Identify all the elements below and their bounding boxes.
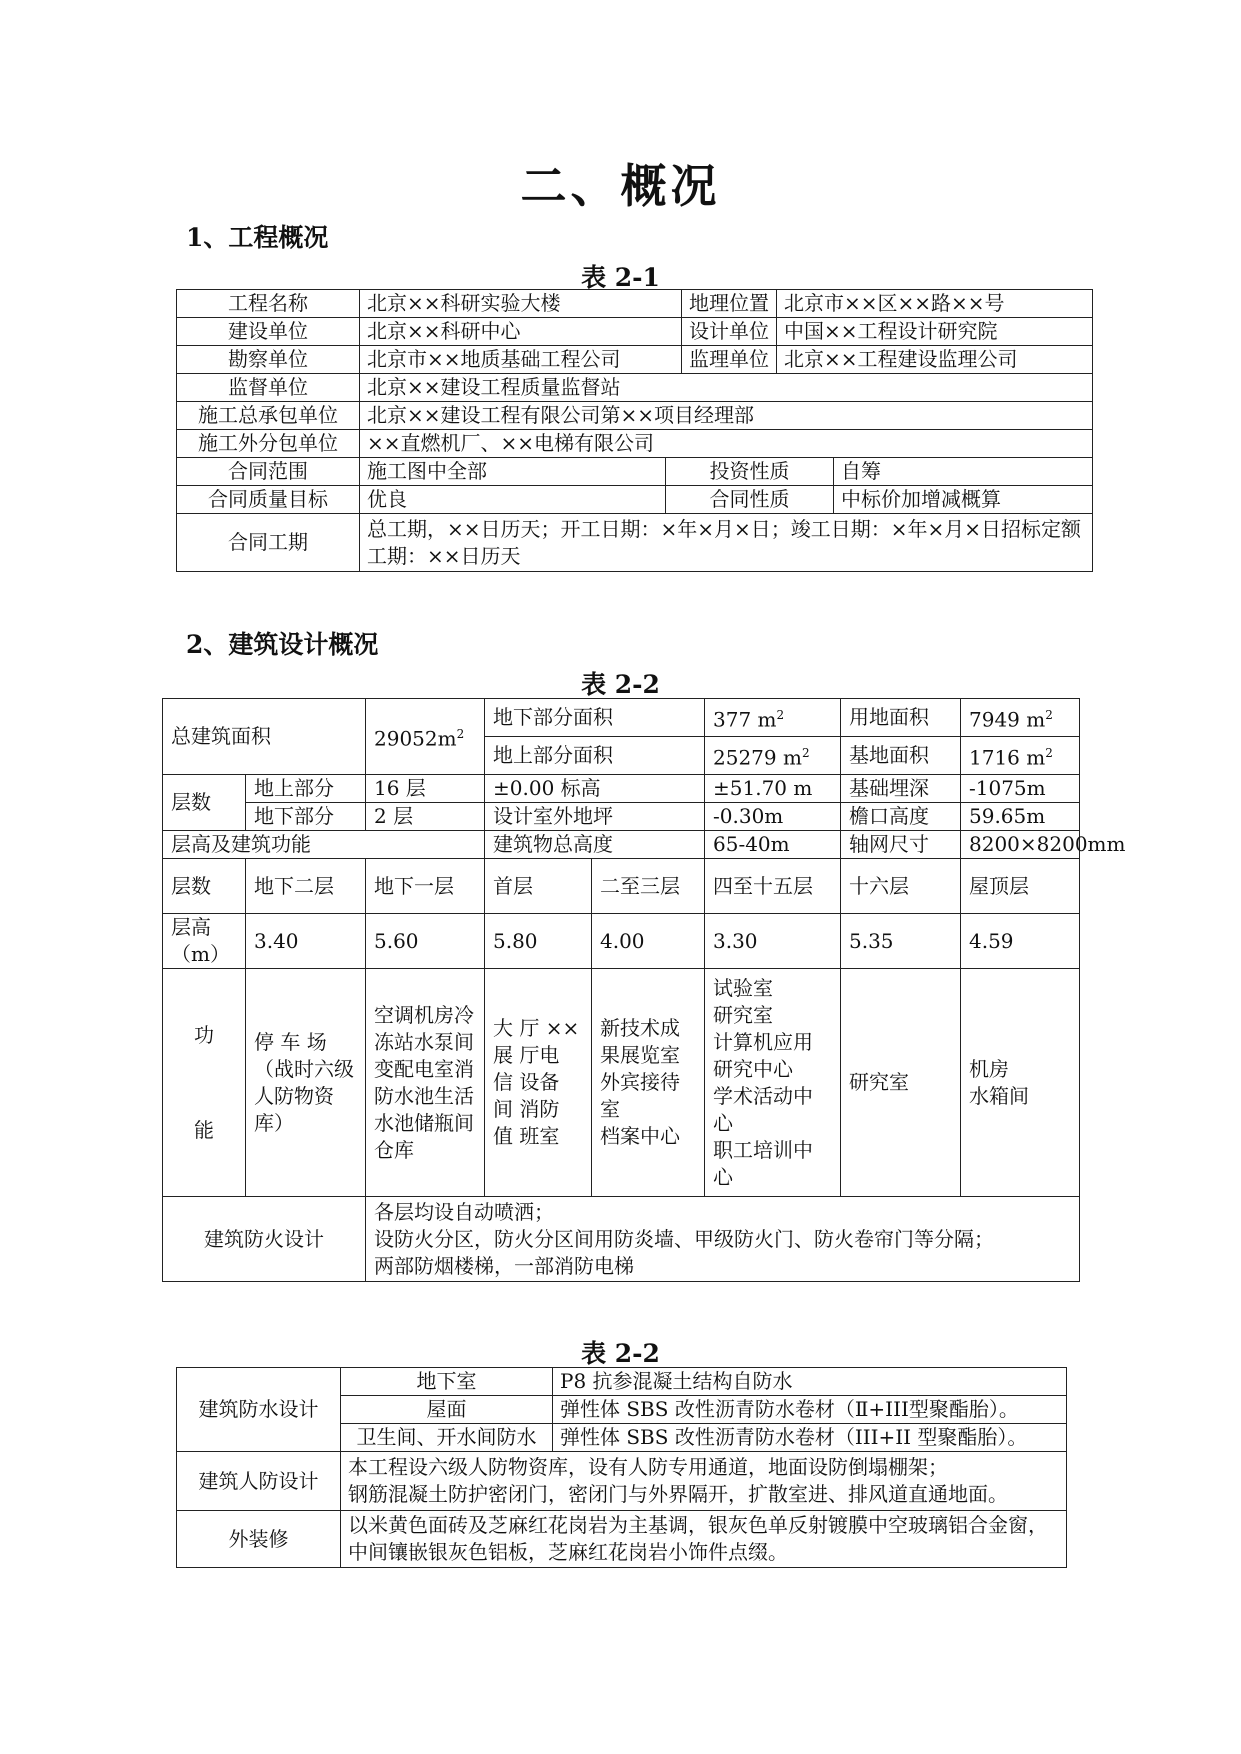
land-area-value: 7949 m [969,707,1046,732]
cell-label: 地上部分面积 [485,737,705,775]
cell-value: 59.65m [961,803,1080,831]
cell-value: 中国××工程设计研究院 [777,318,1093,346]
cell-label: 基础埋深 [841,775,961,803]
cell-value: ××直燃机厂、××电梯有限公司 [360,430,1093,458]
level-cell: 地下一层 [366,859,485,914]
cell-value: 16 层 [366,775,485,803]
table-row [177,290,1093,318]
superscript: 2 [801,745,810,760]
cell-part: 卫生间、开水间防水 [341,1424,553,1452]
table-row [163,1197,1080,1282]
cell-label: 勘察单位 [177,346,360,374]
cell-value: 总工期，××日历天；开工日期：×年×月×日；竣工日期：×年×月×日招标定额工期：××日历天 [360,514,1093,572]
table-row [177,402,1093,430]
cell-value [961,699,1080,737]
cell-value: 北京××建设工程质量监督站 [360,374,1093,402]
cell-value: 弹性体 SBS 改性沥青防水卷材（Ⅱ+III型聚酯胎）。 [553,1396,1067,1424]
superscript: 2 [1045,745,1053,760]
cell-value [705,699,841,737]
level-cell: 首层 [485,859,592,914]
cell-value: 北京市××区××路××号 [777,290,1093,318]
cell-value: 北京××科研中心 [360,318,682,346]
table-caption-2-1: 表 2-1 [581,263,660,292]
function-label-top: 功 [194,1022,214,1047]
cell-label: 地上部分 [246,775,366,803]
total-area-value: 29052m [374,726,457,751]
cell-value: 北京××工程建设监理公司 [777,346,1093,374]
level-cell: 二至三层 [592,859,705,914]
height-cell: 5.80 [485,914,592,969]
table-row [177,374,1093,402]
cell-value: 优良 [360,486,666,514]
cell-part: 地下室 [341,1368,553,1396]
table-row [163,831,1080,859]
cell-label: 投资性质 [666,458,834,486]
height-cell: 4.59 [961,914,1080,969]
cell-label: 层高及建筑功能 [163,831,485,859]
function-label-bottom: 能 [194,1117,214,1142]
cell-value: 北京市××地质基础工程公司 [360,346,682,374]
cell-value [366,699,485,775]
function-cell: 空调机房冷冻站水泵间变配电室消防水池生活水池储瓶间仓库 [366,969,485,1197]
cell-value: 8200×8200mm [961,831,1080,859]
cell-value: 各层均设自动喷洒； 设防火分区，防火分区间用防炎墙、甲级防火门、防火卷帘门等分隔； 两部防烟楼梯，一部消防电梯 [366,1197,1080,1282]
cell-label: 建筑人防设计 [177,1452,341,1511]
level-cell: 四至十五层 [705,859,841,914]
cell-label: 建筑物总高度 [485,831,705,859]
cell-label: 地下部分 [246,803,366,831]
above-area-value: 25279 m [713,745,802,770]
table-row [177,458,1093,486]
cell-label: 用地面积 [841,699,961,737]
cell-value: 以米黄色面砖及芝麻红花岗岩为主基调，银灰色单反射镀膜中空玻璃铝合金窗，中间镶嵌银灰色铝板，芝麻红花岗岩小饰件点缀。 [341,1511,1067,1568]
cell-label: 外装修 [177,1511,341,1568]
cell-value [705,737,841,775]
waterproof-civil-defense-table [176,1367,1067,1568]
cell-value: 2 层 [366,803,485,831]
height-cell: 4.00 [592,914,705,969]
cell-value: 自筹 [834,458,1093,486]
table-row-functions [163,969,1080,1197]
table-row-heights [163,914,1080,969]
function-cell: 新技术成果展览室外宾接待室 档案中心 [592,969,705,1197]
table-row [177,1511,1067,1568]
cell-label: 合同工期 [177,514,360,572]
table-row [163,775,1080,803]
level-cell: 十六层 [841,859,961,914]
cell-label: 设计单位 [682,318,777,346]
cell-label: 地下部分面积 [485,699,705,737]
underground-area-value: 377 m [713,707,777,732]
table-row [177,430,1093,458]
cell-label [163,969,246,1197]
cell-label: 合同性质 [666,486,834,514]
cell-value: 弹性体 SBS 改性沥青防水卷材（III+II 型聚酯胎）。 [553,1424,1067,1452]
cell-label: 总建筑面积 [163,699,366,775]
cell-label: 檐口高度 [841,803,961,831]
superscript: 2 [456,726,465,741]
cell-label: 层高（m） [163,914,246,969]
cell-label: 层数 [163,859,246,914]
table-caption-2-2: 表 2-2 [581,670,660,699]
level-cell: 地下二层 [246,859,366,914]
table-row [177,1452,1067,1511]
cell-label: 监督单位 [177,374,360,402]
height-cell: 3.40 [246,914,366,969]
cell-value: P8 抗参混凝土结构自防水 [553,1368,1067,1396]
cell-label: ±0.00 标高 [485,775,705,803]
function-cell: 试验室 研究室 计算机应用研究中心 学术活动中心 职工培训中心 [705,969,841,1197]
table-row [163,699,1080,737]
table-row [177,318,1093,346]
function-cell: 停 车 场（战时六级人防物资库） [246,969,366,1197]
cell-label: 建筑防水设计 [177,1368,341,1452]
function-cell: 大 厅 ×× 展 厅电 信 设备 间 消防 值 班室 [485,969,592,1197]
cell-value [961,737,1080,775]
cell-label: 基地面积 [841,737,961,775]
cell-value: 中标价加增减概算 [834,486,1093,514]
table-row-levels [163,859,1080,914]
cell-label: 合同范围 [177,458,360,486]
table-row [177,1368,1067,1396]
project-overview-table [176,289,1093,572]
cell-value: 本工程设六级人防物资库，设有人防专用通道，地面设防倒塌棚架； 钢筋混凝土防护密闭门，密闭门与外界隔开，扩散室进、排风道直通地面。 [341,1452,1067,1511]
table-row [177,486,1093,514]
cell-value: -0.30m [705,803,841,831]
cell-label: 设计室外地坪 [485,803,705,831]
cell-value: -1075m [961,775,1080,803]
function-cell: 研究室 [841,969,961,1197]
cell-part: 屋面 [341,1396,553,1424]
cell-label: 建筑防火设计 [163,1197,366,1282]
table-row [163,803,1080,831]
cell-value: 施工图中全部 [360,458,666,486]
cell-label: 地理位置 [682,290,777,318]
level-cell: 屋顶层 [961,859,1080,914]
section-heading-architectural-design: 2、建筑设计概况 [186,630,379,659]
page-title: 二、概况 [520,159,721,213]
cell-value: 北京××科研实验大楼 [360,290,682,318]
cell-label: 施工外分包单位 [177,430,360,458]
height-cell: 3.30 [705,914,841,969]
table-row [177,514,1093,572]
cell-label: 合同质量目标 [177,486,360,514]
cell-label: 轴网尺寸 [841,831,961,859]
table-caption-2-2-second: 表 2-2 [581,1339,660,1368]
base-area-value: 1716 m [969,745,1046,770]
height-cell: 5.60 [366,914,485,969]
cell-value: ±51.70 m [705,775,841,803]
cell-value: 65-40m [705,831,841,859]
cell-label: 工程名称 [177,290,360,318]
cell-value: 北京××建设工程有限公司第××项目经理部 [360,402,1093,430]
height-cell: 5.35 [841,914,961,969]
function-cell: 机房 水箱间 [961,969,1080,1197]
section-heading-project-overview: 1、工程概况 [186,223,329,252]
cell-label: 层数 [163,775,246,831]
architectural-design-table [162,698,1126,1282]
superscript: 2 [776,707,785,722]
cell-label: 建设单位 [177,318,360,346]
cell-label: 施工总承包单位 [177,402,360,430]
superscript: 2 [1045,707,1053,722]
table-row [177,346,1093,374]
cell-label: 监理单位 [682,346,777,374]
